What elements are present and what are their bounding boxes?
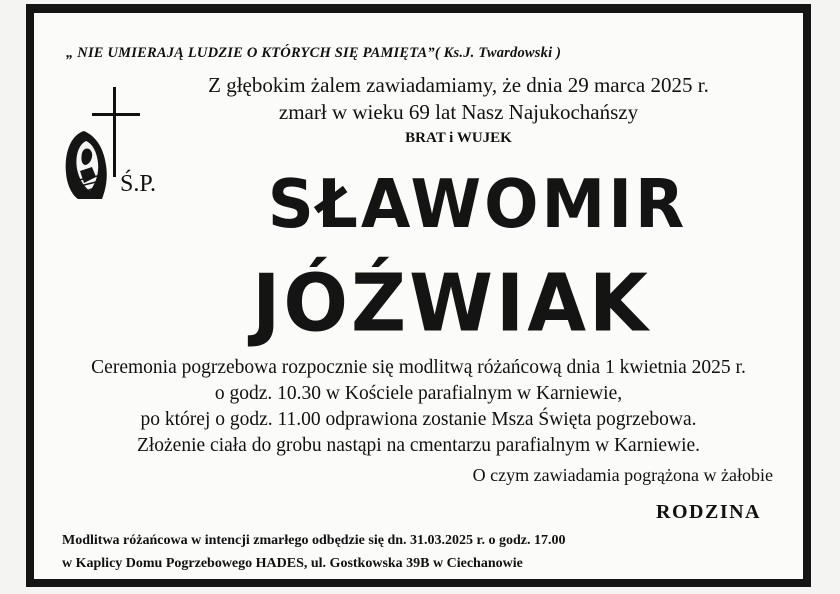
obituary-border xyxy=(26,4,811,587)
obituary-notice xyxy=(34,13,803,579)
ceremony-line: Złożenie ciała do grobu nastąpi na cmentarzu parafialnym w Karniewie. xyxy=(136,435,701,456)
motto-quote: „ NIE UMIERAJĄ LUDZIE O KTÓRYCH SIĘ PAMIĘTA”( Ks.J. Twardowski ) xyxy=(66,45,562,61)
family-signature: RODZINA xyxy=(656,501,761,523)
closing-line: O czym zawiadamia pogrążona w żałobie xyxy=(472,465,773,485)
announcement-line-2: zmarł w wieku 69 lat Nasz Najukochańszy xyxy=(278,100,639,124)
announcement-line-1: Z głębokim żalem zawiadamiamy, że dnia 29 marca 2025 r. xyxy=(208,73,709,97)
relation-label: BRAT i WUJEK xyxy=(405,130,512,146)
sp-abbreviation: Ś.P. xyxy=(120,171,157,197)
ceremony-line: o godz. 10.30 w Kościele parafialnym w Karniewie, xyxy=(214,383,623,404)
rosary-info xyxy=(62,529,565,575)
ceremony-line: Ceremonia pogrzebowa rozpocznie się modlitwą różańcową dnia 1 kwietnia 2025 r. xyxy=(91,357,746,378)
deceased-first-name: SŁAWOMIR xyxy=(267,166,688,244)
rosary-line: Modlitwa różańcowa w intencji zmarłego odbędzie się dn. 31.03.2025 r. o godz. 17.00 xyxy=(62,533,566,548)
ceremony-line: po której o godz. 11.00 odprawiona zostanie Msza Święta pogrzebowa. xyxy=(140,409,697,430)
deceased-last-name: JÓŹWIAK xyxy=(252,255,651,350)
rosary-line: w Kaplicy Domu Pogrzebowego HADES, ul. Gostkowska 39B w Ciechanowie xyxy=(62,556,523,571)
ceremony-details xyxy=(34,355,803,459)
